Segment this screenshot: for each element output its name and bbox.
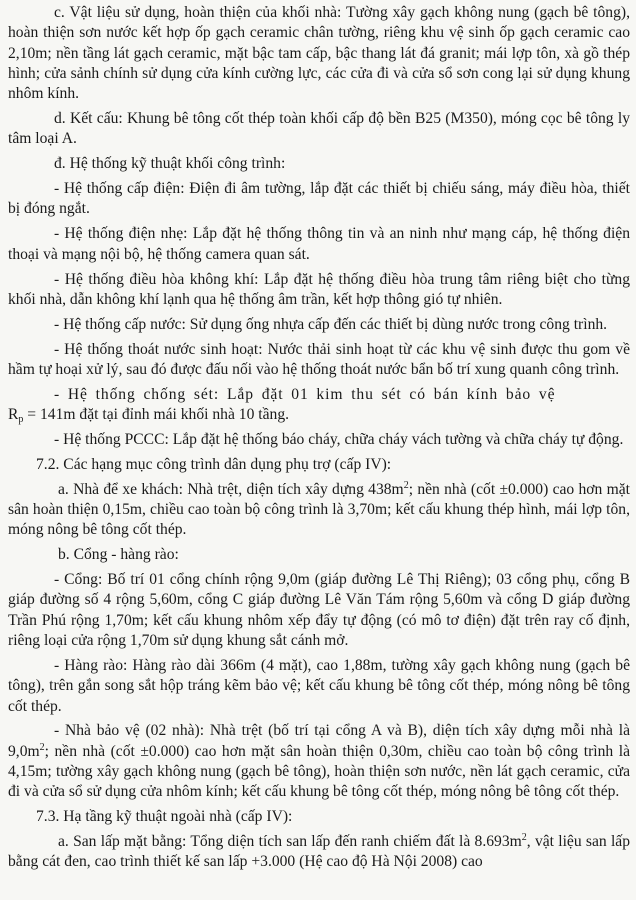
paragraph-b-gate-fence: b. Cổng - hàng rào: <box>58 546 179 564</box>
paragraph-guard-house <box>8 721 630 802</box>
paragraph-water-supply: - Hệ thống cấp nước: Sử dụng ống nhựa cấp đến các thiết bị dùng nước trong công trình. <box>54 315 608 333</box>
paragraph-lightning <box>8 385 630 426</box>
paragraph-leveling <box>8 832 630 873</box>
leveling-text-a: a. San lấp mặt bằng: Tổng diện tích san lấp đến ranh chiếm đất là 8.693m <box>58 833 522 851</box>
parking-text-a: a. Nhà để xe khách: Nhà trệt, diện tích xây dựng 438m <box>58 480 404 498</box>
paragraph-c-materials: c. Vật liệu sử dụng, hoàn thiện của khối nhà: Tường xây gạch không nung (gạch bê tông), hoàn thiện sơn nước kết hợp ốp gạch ceramic chân tường, riêng khu vệ sinh ốp gạch ceramic cao 2,10m; nền tầng lát gạch ceramic, mặt bậc tam cấp, bậc thang lát đá granit; mái lợp tôn, xà gồ thép hình; cửa sảnh chính sử dụng cửa kính cường lực, các cửa đi và cửa sổ sơn cong lại sử dụng khung nhôm kính. <box>8 4 630 103</box>
parking-text-b: ; nền nhà (cốt ±0.000) cao hơn mặt sân hoàn thiện 0,15m, chiều cao toàn bộ công trình là 3,70m; kết cấu khung thép hình, mái lợp tôn, móng nông bê tông cốt thép. <box>8 480 630 539</box>
paragraph-parking <box>8 480 630 541</box>
lightning-line-1: - Hệ thống chống sét: Lắp đặt 01 kim thu sét có bán kính bảo vệ <box>54 385 556 403</box>
heading-7-2: 7.2. Các hạng mục công trình dân dụng phụ trợ (cấp IV): <box>36 455 392 473</box>
paragraph-drainage: - Hệ thống thoát nước sinh hoạt: Nước thải sinh hoạt từ các khu vệ sinh được thu gom về hầm tự hoại xử lý, sau đó được đấu nối vào hệ thống thoát nước bẩn bố trí xung quanh công trình. <box>8 340 630 378</box>
lightning-r-subscript: p <box>18 414 24 426</box>
paragraph-fire-protection: - Hệ thống PCCC: Lắp đặt hệ thống báo cháy, chữa cháy vách tường và chữa cháy tự động. <box>54 430 624 448</box>
paragraph-power-system: - Hệ thống cấp điện: Điện đi âm tường, lắp đặt các thiết bị chiếu sáng, máy điều hòa, thiết bị đóng ngắt. <box>8 180 630 218</box>
heading-7-3: 7.3. Hạ tầng kỹ thuật ngoài nhà (cấp IV): <box>36 808 293 826</box>
lightning-line-2: = 141m đặt tại đỉnh mái khối nhà 10 tầng. <box>23 406 290 424</box>
parking-superscript: 2 <box>403 479 409 491</box>
leveling-text-b: , vật liệu san lấp bằng cát đen, cao trình thiết kế san lấp +3.000 (Hệ cao độ Hà Nội 2008) cao <box>8 833 631 871</box>
lightning-r-symbol: R <box>8 406 19 424</box>
leveling-superscript: 2 <box>521 832 527 844</box>
guard-text-b: ; nền nhà (cốt ±0.000) cao hơn mặt sân hoàn thiện 0,30m, chiều cao toàn bộ công trình là 4,15m; tường xây gạch không nung (gạch bê tông), hoàn thiện sơn nước, nền lát gạch ceramic, cửa đi và cửa sổ sử dụng cửa nhôm kính; kết cấu khung bê tông cốt thép, móng nông bê tông cốt thép. <box>8 742 630 801</box>
paragraph-fence: - Hàng rào: Hàng rào dài 366m (4 mặt), cao 1,88m, tường xây gạch không nung (gạch bê tông), trên gắn song sắt hộp tráng kẽm bảo vệ; kết cấu khung bê tông cốt thép, móng nông bê tông cốt thép. <box>8 656 630 715</box>
paragraph-hvac-system: - Hệ thống điều hòa không khí: Lắp đặt hệ thống điều hòa trung tâm riêng biệt cho từng khối nhà, dẫn không khí lạnh qua hệ thống âm trần, kết hợp thông gió tự nhiên. <box>8 270 630 308</box>
paragraph-low-voltage-system: - Hệ thống điện nhẹ: Lắp đặt hệ thống thông tin và an ninh như mạng cáp, hệ thống điện thoại và mạng nội bộ, hệ thống camera quan sát. <box>8 225 630 263</box>
guard-text-a: - Nhà bảo vệ (02 nhà): Nhà trệt (bố trí tại cổng A và B), diện tích xây dựng mỗi nhà là 9,0m <box>8 722 630 760</box>
paragraph-gate: - Cổng: Bố trí 01 cổng chính rộng 9,0m (giáp đường Lê Thị Riêng); 03 cổng phụ, cổng B giáp đường số 4 rộng 5,60m, cổng C giáp đường Lê Văn Tám rộng 5,60m và cổng D giáp đường Trần Phú rộng 1,70m; kết cấu khung nhôm xếp đẩy tự động (có mô tơ điện) đặt trên ray cố định, riêng loại cửa rộng 1,70m sử dụng khung sắt cánh mở. <box>8 571 630 650</box>
paragraph-dd-systems-heading: đ. Hệ thống kỹ thuật khối công trình: <box>54 155 286 173</box>
paragraph-d-structure: d. Kết cấu: Khung bê tông cốt thép toàn khối cấp độ bền B25 (M350), móng cọc bê tông ly tâm loại A. <box>8 110 630 148</box>
guard-superscript: 2 <box>39 741 45 753</box>
